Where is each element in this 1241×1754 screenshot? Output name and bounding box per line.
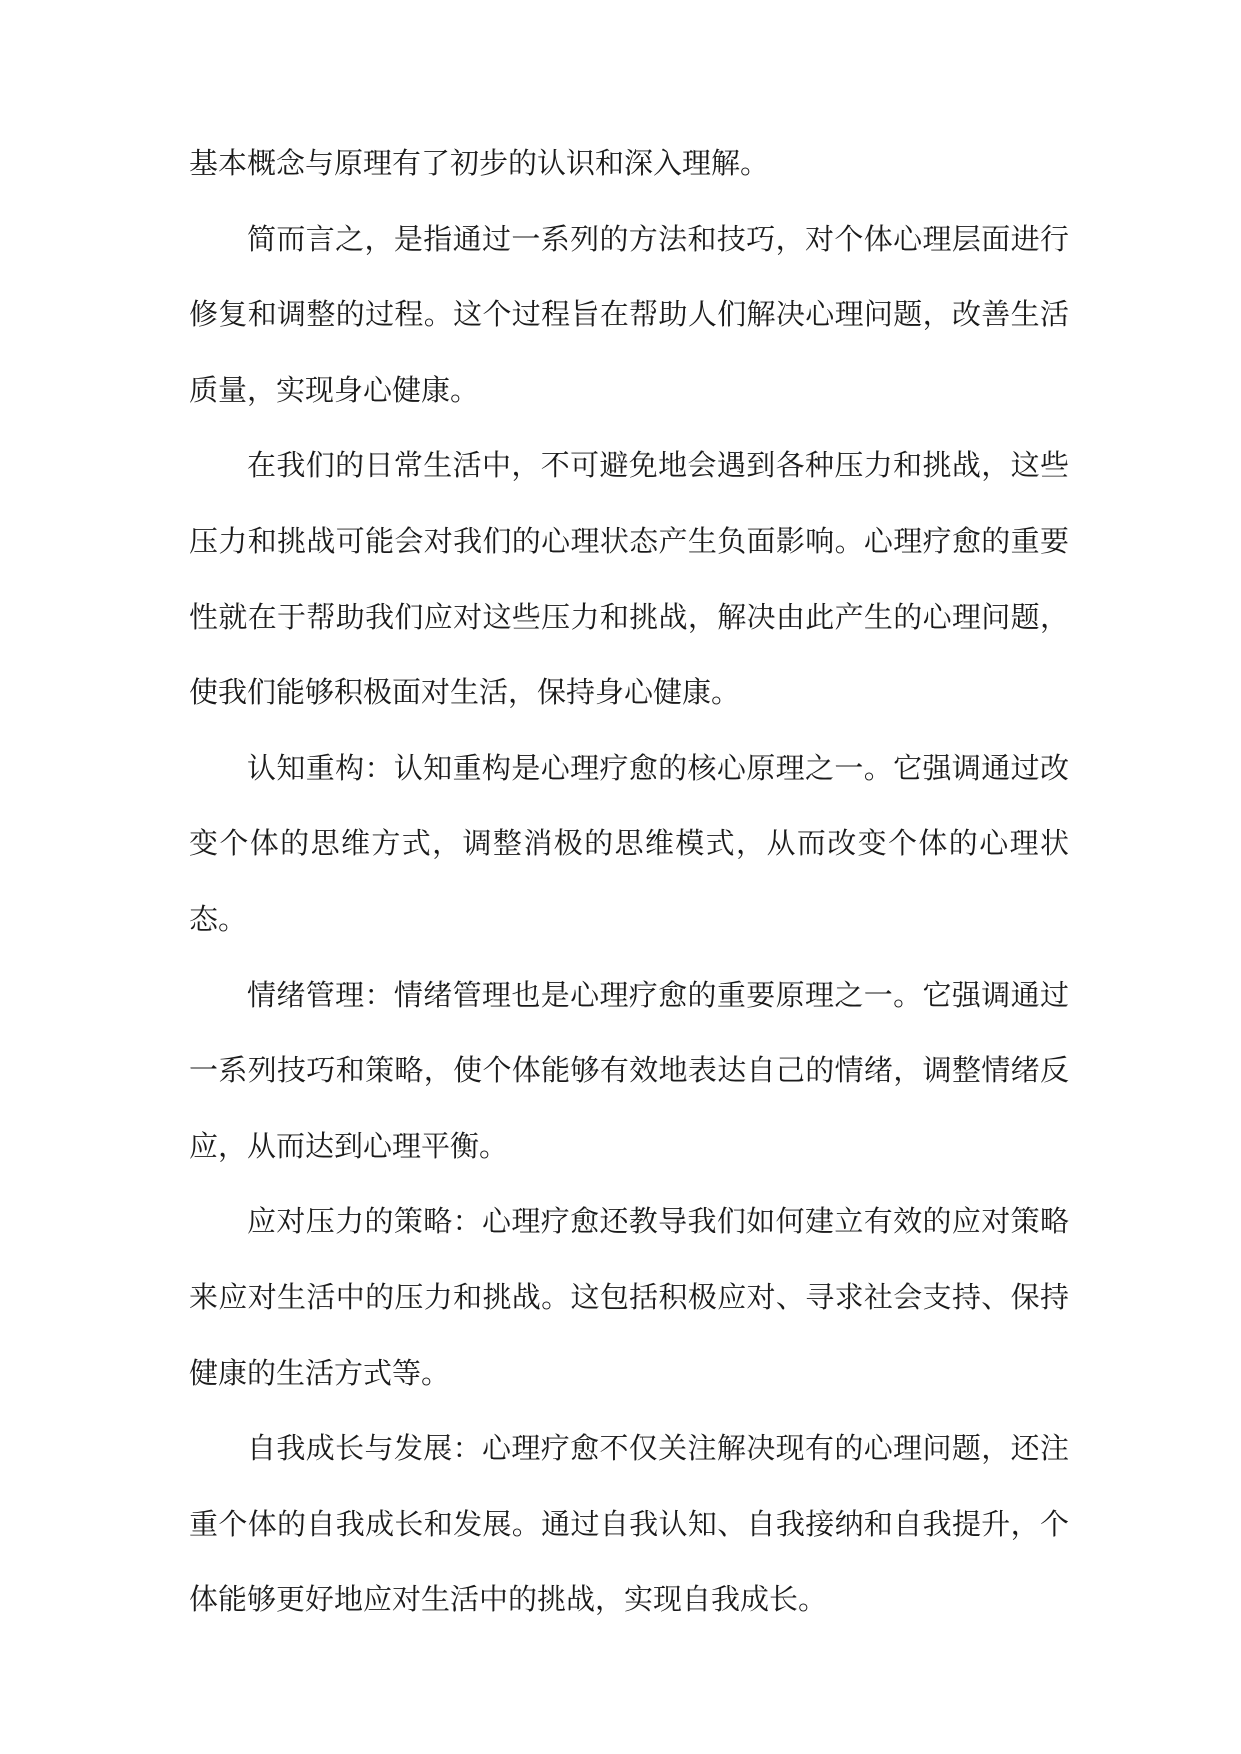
document-body bbox=[189, 126, 1069, 1638]
paragraph-definition: 简而言之，是指通过一系列的方法和技巧，对个体心理层面进行修复和调整的过程。这个过程旨在帮助人们解决心理问题，改善生活质量，实现身心健康。 bbox=[189, 221, 1069, 407]
paragraph-emotion-management: 情绪管理：情绪管理也是心理疗愈的重要原理之一。它强调通过一系列技巧和策略，使个体能够有效地表达自己的情绪，调整情绪反应，从而达到心理平衡。 bbox=[189, 977, 1069, 1163]
paragraph-stress-coping: 应对压力的策略：心理疗愈还教导我们如何建立有效的应对策略来应对生活中的压力和挑战。这包括积极应对、寻求社会支持、保持健康的生活方式等。 bbox=[189, 1204, 1069, 1390]
paragraph-cognitive-restructuring: 认知重构：认知重构是心理疗愈的核心原理之一。它强调通过改变个体的思维方式，调整消极的思维模式，从而改变个体的心理状态。 bbox=[189, 750, 1069, 936]
paragraph-self-growth: 自我成长与发展：心理疗愈不仅关注解决现有的心理问题，还注重个体的自我成长和发展。通过自我认知、自我接纳和自我提升，个体能够更好地应对生活中的挑战，实现自我成长。 bbox=[189, 1431, 1069, 1617]
paragraph-continuation: 基本概念与原理有了初步的认识和深入理解。 bbox=[189, 146, 770, 180]
paragraph-importance: 在我们的日常生活中，不可避免地会遇到各种压力和挑战，这些压力和挑战可能会对我们的心理状态产生负面影响。心理疗愈的重要性就在于帮助我们应对这些压力和挑战，解决由此产生的心理问题，使我们能够积极面对生活，保持身心健康。 bbox=[189, 448, 1069, 710]
